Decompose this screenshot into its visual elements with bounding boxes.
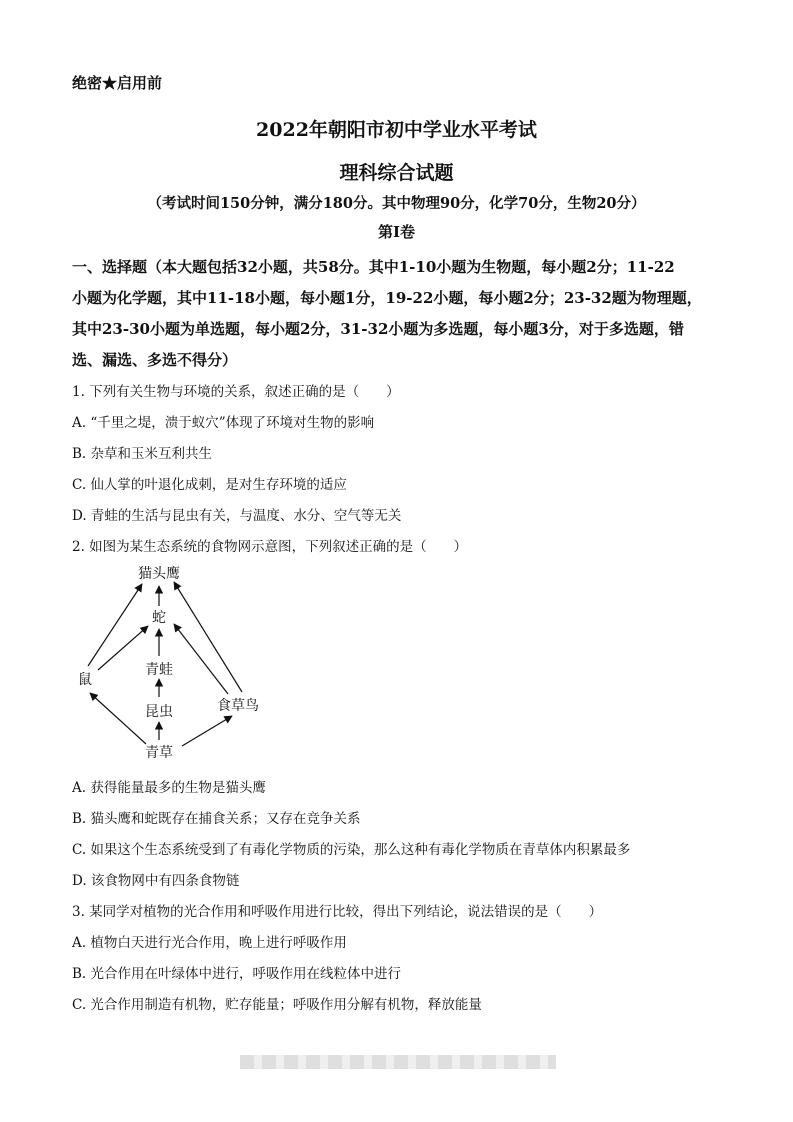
question-2-stem: 2. 如图为某生态系统的食物网示意图，下列叙述正确的是（ ） [72, 539, 468, 555]
section-heading-line: 一、选择题（本大题包括32小题，共58分。其中1-10小题为生物题，每小题2分；11-22 [72, 258, 675, 276]
food-web-owl: 猫头鹰 [138, 566, 180, 582]
food-web-diagram [60, 556, 280, 766]
confidential-label: 绝密★启用前 [72, 74, 163, 92]
food-web-grass: 青草 [145, 745, 173, 761]
question-2-option-b: B. 猫头鹰和蛇既存在捕食关系；又存在竞争关系 [72, 811, 361, 827]
blurred-footer-watermark [240, 1055, 556, 1069]
food-web-frog: 青蛙 [145, 662, 173, 678]
question-1-option-c: C. 仙人掌的叶退化成刺，是对生存环境的适应 [72, 477, 347, 493]
section-heading-line: 选、漏选、多选不得分） [72, 351, 238, 369]
arrow-mouse-owl [88, 584, 142, 666]
food-web-insect: 昆虫 [145, 704, 173, 720]
arrow-grass-bird [182, 716, 232, 746]
question-2-option-d: D. 该食物网中有四条食物链 [72, 873, 240, 889]
question-3-option-a: A. 植物白天进行光合作用，晚上进行呼吸作用 [72, 935, 347, 951]
question-1-stem: 1. 下列有关生物与环境的关系，叙述正确的是（ ） [72, 384, 400, 400]
food-web-mouse: 鼠 [78, 672, 92, 688]
arrow-mouse-snake [98, 626, 148, 670]
exam-title: 2022年朝阳市初中学业水平考试 [256, 119, 537, 141]
volume-label: 第Ⅰ卷 [377, 223, 416, 241]
section-heading-line: 小题为化学题，其中11-18小题，每小题1分，19-22小题，每小题2分；23-32题为物理题， [72, 289, 702, 307]
question-3-option-c: C. 光合作用制造有机物，贮存能量；呼吸作用分解有机物，释放能量 [72, 997, 482, 1013]
question-1-option-a: A. “千里之堤，溃于蚁穴”体现了环境对生物的影响 [72, 415, 375, 431]
question-1-option-d: D. 青蛙的生活与昆虫有关，与温度、水分、空气等无关 [72, 508, 402, 524]
question-2-option-c: C. 如果这个生态系统受到了有毒化学物质的污染，那么这种有毒化学物质在青草体内积累最多 [72, 842, 631, 858]
section-heading-line: 其中23-30小题为单选题，每小题2分，31-32小题为多选题，每小题3分，对于多选题，错 [72, 320, 684, 338]
food-web-bird: 食草鸟 [217, 698, 259, 714]
arrow-grass-mouse [90, 693, 146, 744]
question-3-stem: 3. 某同学对植物的光合作用和呼吸作用进行比较，得出下列结论，说法错误的是（ ） [72, 904, 603, 920]
question-2-option-a: A. 获得能量最多的生物是猫头鹰 [72, 780, 266, 796]
section-heading [72, 252, 728, 376]
question-3-option-b: B. 光合作用在叶绿体中进行，呼吸作用在线粒体中进行 [72, 966, 402, 982]
exam-info: （考试时间150分钟，满分180分。其中物理90分，化学70分，生物20分） [147, 195, 646, 212]
question-1-option-b: B. 杂草和玉米互利共生 [72, 446, 213, 462]
food-web-snake: 蛇 [152, 610, 166, 626]
exam-subtitle: 理科综合试题 [339, 162, 454, 184]
arrow-bird-snake [174, 624, 228, 694]
